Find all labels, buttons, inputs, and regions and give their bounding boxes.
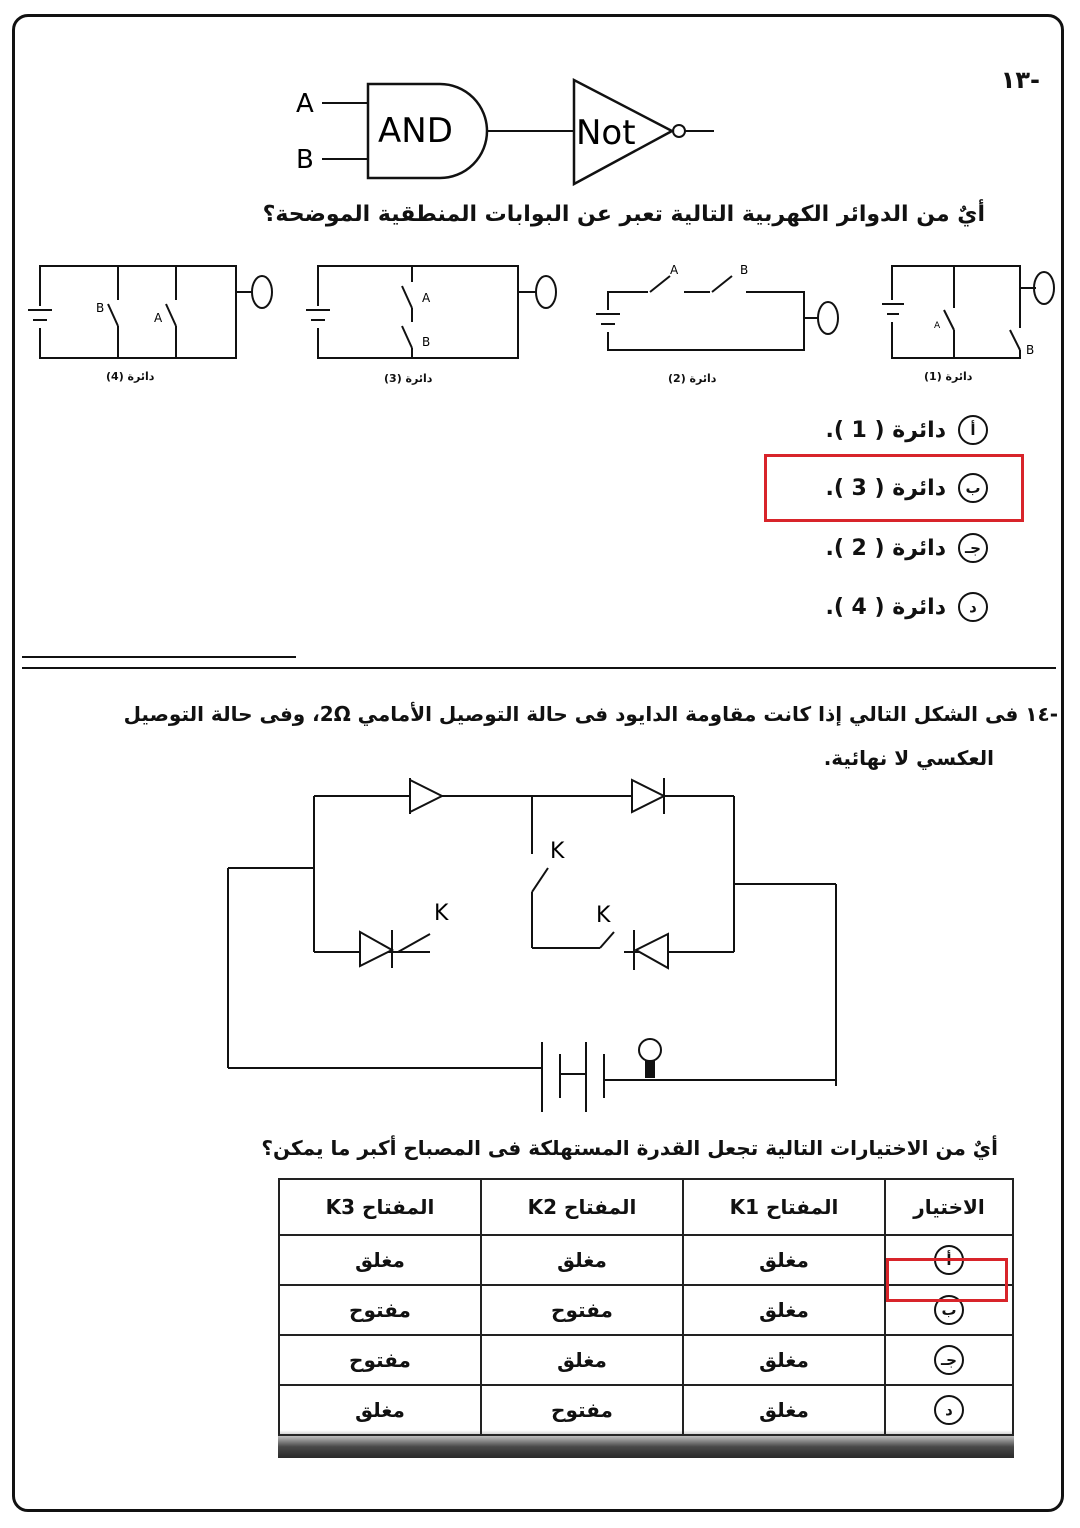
option-d[interactable] <box>825 587 988 627</box>
gate-input-a: A <box>296 89 314 119</box>
option-text-d: دائرة ( 4 ). <box>825 594 946 620</box>
option-a[interactable] <box>825 410 988 450</box>
cell-k1: مغلق <box>683 1235 885 1285</box>
diode-circuit-diagram <box>220 774 850 1120</box>
option-text-c: دائرة ( 2 ). <box>825 535 946 561</box>
switch-k3-label: K <box>596 903 611 928</box>
cell-k2: مفتوح <box>481 1285 683 1335</box>
circuit-2-label: دائرة (2) <box>668 372 717 385</box>
row-option-letter: ب <box>934 1295 964 1325</box>
switch-k1-label: K <box>434 901 449 926</box>
cell-k3: مغلق <box>279 1235 481 1285</box>
logic-gate-diagram <box>280 70 740 190</box>
header-k2: المفتاح K2 <box>481 1179 683 1235</box>
question-14-line1: -١٤ فى الشكل التالي إذا كانت مقاومة الدايود فى حالة التوصيل الأمامي 2Ω، وفى حالة التوصيل <box>123 702 1058 726</box>
lamp-icon <box>639 1039 661 1078</box>
svg-text:B: B <box>422 335 431 349</box>
question-13-number: -١٣ <box>1000 66 1040 94</box>
table-answer-highlight <box>886 1258 1008 1302</box>
cell-k1: مغلق <box>683 1385 885 1435</box>
option-c[interactable] <box>825 528 988 568</box>
diode-bottom-right <box>634 930 668 970</box>
cell-k2: مغلق <box>481 1335 683 1385</box>
and-gate-label: AND <box>378 111 453 151</box>
cell-k3: مفتوح <box>279 1285 481 1335</box>
diode-top-left <box>410 778 442 814</box>
table-row[interactable] <box>279 1385 1013 1435</box>
gate-input-b: B <box>296 145 314 175</box>
circuit-1-diagram <box>876 258 1062 388</box>
question-14-prompt: أيٌ من الاختيارات التالية تجعل القدرة المستهلكة فى المصباح أكبر ما يمكن؟ <box>261 1136 998 1160</box>
diode-top-right <box>632 778 664 814</box>
circuit-3-label: دائرة (3) <box>384 372 433 385</box>
table-row[interactable] <box>279 1335 1013 1385</box>
svg-text:A: A <box>422 291 431 305</box>
header-k1: المفتاح K1 <box>683 1179 885 1235</box>
option-letter-c: جـ <box>958 533 988 563</box>
svg-text:A: A <box>154 311 163 325</box>
svg-text:B: B <box>96 301 105 315</box>
row-option-letter: د <box>934 1395 964 1425</box>
question-14-line2: العكسي لا نهائية. <box>823 746 994 770</box>
switch-k2-label: K <box>550 839 565 864</box>
switch-options-table <box>278 1178 1014 1436</box>
not-gate-label: Not <box>576 113 636 153</box>
answer-highlight-box <box>764 454 1024 522</box>
cell-k2: مغلق <box>481 1235 683 1285</box>
svg-text:B: B <box>740 263 749 277</box>
circuit-4-diagram <box>22 258 282 388</box>
cell-k1: مغلق <box>683 1335 885 1385</box>
cell-k3: مفتوح <box>279 1335 481 1385</box>
table-header-row <box>279 1179 1013 1235</box>
scan-shadow <box>278 1430 1014 1458</box>
circuit-1-label: دائرة (1) <box>924 370 973 383</box>
cell-k1: مغلق <box>683 1285 885 1335</box>
svg-text:A: A <box>934 321 941 331</box>
circuit-2-diagram <box>590 258 850 388</box>
option-text-a: دائرة ( 1 ). <box>825 417 946 443</box>
divider-short <box>22 656 296 658</box>
question-13-text: أيٌ من الدوائر الكهربية التالية تعبر عن البوابات المنطقية الموضحة؟ <box>262 202 985 227</box>
option-letter-a: أ <box>958 415 988 445</box>
header-option: الاختيار <box>885 1179 1013 1235</box>
cell-k3: مغلق <box>279 1385 481 1435</box>
svg-text:B: B <box>1026 343 1035 357</box>
option-letter-b: ب <box>958 473 988 503</box>
option-letter-d: د <box>958 592 988 622</box>
header-k3: المفتاح K3 <box>279 1179 481 1235</box>
row-option-letter: جـ <box>934 1345 964 1375</box>
circuit-3-diagram <box>302 258 568 388</box>
svg-text:A: A <box>670 263 679 277</box>
diode-bottom-left <box>360 930 392 968</box>
row-option-letter: أ <box>934 1245 964 1275</box>
cell-k2: مفتوح <box>481 1385 683 1435</box>
circuit-4-label: دائرة (4) <box>106 370 155 383</box>
divider-long <box>22 667 1056 669</box>
option-text-b: دائرة ( 3 ). <box>825 475 946 501</box>
